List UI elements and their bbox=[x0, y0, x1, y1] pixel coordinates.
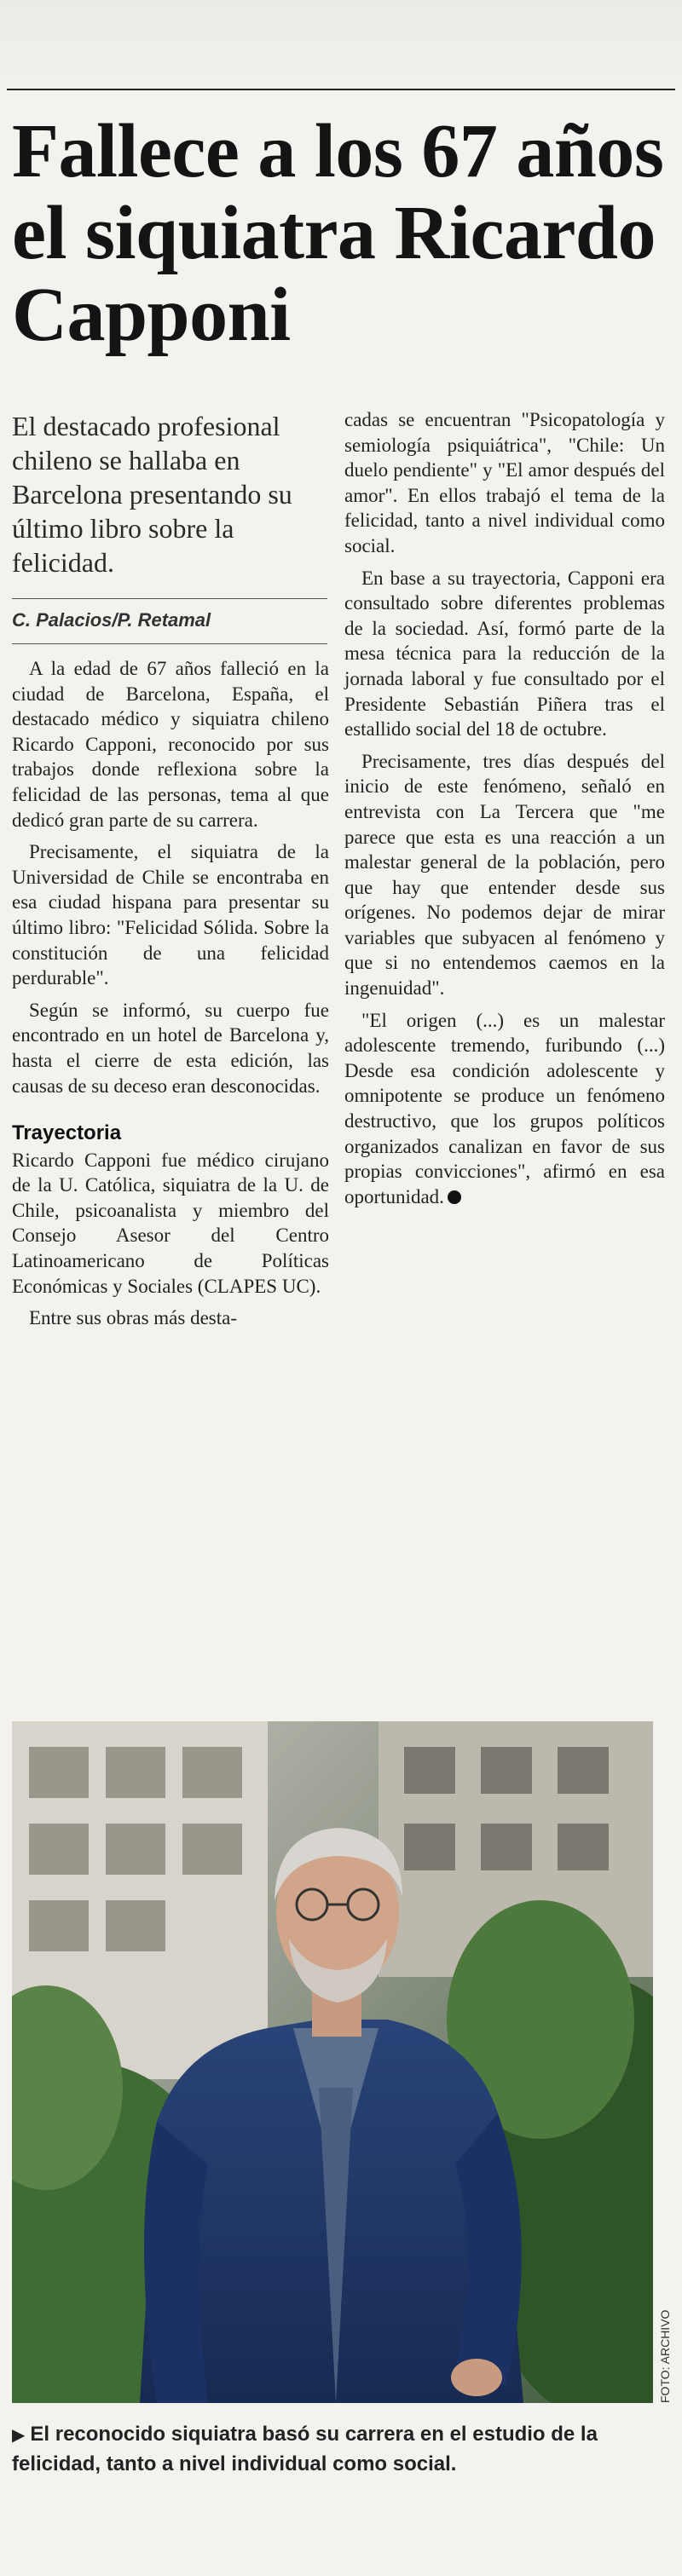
end-mark-icon bbox=[448, 1190, 461, 1204]
article-body-left-column bbox=[12, 656, 329, 1331]
byline-rule-bottom bbox=[12, 643, 327, 644]
byline-rule-top bbox=[12, 598, 327, 599]
article-byline: C. Palacios/P. Retamal bbox=[12, 609, 211, 631]
caption-text: El reconocido siquiatra basó su carrera en el estudio de la felicidad, tanto a nivel individual como social. bbox=[12, 2423, 598, 2475]
body-paragraph: cadas se encuentran "Psicopatología y semiología psiquiátrica", "Chile: Un duelo pendiente" y "El amor después del amor". En ellos trabajó el tema de la felicidad, tanto a nivel individual como social. bbox=[344, 409, 665, 556]
header-rule bbox=[7, 89, 675, 90]
body-paragraph: Según se informó, su cuerpo fue encontrado en un hotel de Barcelona y, hasta el cierre de esta edición, las causas de su deceso eran desconocidas. bbox=[12, 999, 329, 1097]
body-paragraph: Precisamente, tres días después del inicio de este fenómeno, señaló en entrevista con La Tercera que "me parece que esta es una reacción a un malestar general de la población, pero que hay que entender desde sus orígenes. No podemos dejar de mirar variables que subyacen al fenómeno y que si no entendemos caemos en la ingenuidad". bbox=[344, 750, 665, 1000]
body-paragraph: En base a su trayectoria, Capponi era consultado sobre diferentes problemas de la sociedad. Así, formó parte de la mesa técnica para la reducción de la jornada laboral y fue consultado por el Presidente Sebastián Piñera tras el estallido social del 18 de octubre. bbox=[344, 567, 665, 741]
article-photo bbox=[12, 1721, 653, 2403]
photo-caption bbox=[12, 2420, 668, 2479]
body-paragraph: Entre sus obras más desta- bbox=[29, 1307, 237, 1329]
body-paragraph: Precisamente, el siquiatra de la Universidad de Chile se encontraba en esa ciudad hispana para presentar su último libro: "Felicidad Sólida. Sobre la constitución de una felicidad perdurable". bbox=[12, 841, 329, 989]
article-lead: El destacado profesional chileno se hallaba en Barcelona presentando su último libro sobre la felicidad. bbox=[12, 411, 292, 578]
caption-arrow-icon: ▶ bbox=[12, 2426, 26, 2445]
page-header-strip bbox=[0, 0, 682, 89]
body-paragraph: A la edad de 67 años falleció en la ciudad de Barcelona, España, el destacado médico y siquiatra chileno Ricardo Capponi, reconocido por sus trabajos donde reflexiona sobre la felicidad de las personas, tema al que dedicó gran parte de su carrera. bbox=[12, 658, 329, 831]
body-paragraph-text: "El origen (...) es un malestar adolescente tremendo, furibundo (...) Desde esa condición adolescente y omnipotente se produce un fenómeno destructivo, que los grupos políticos organizados canalizan en favor de sus propias convicciones", afirmó en esa oportunidad. bbox=[344, 1009, 665, 1207]
section-subhead: Trayectoria bbox=[12, 1121, 122, 1145]
photo-credit: FOTO: ARCHIVO bbox=[658, 2309, 672, 2403]
article-body-right-column bbox=[344, 407, 665, 1209]
article-headline: Fallece a los 67 años el siquiatra Ricardo Capponi bbox=[12, 109, 664, 357]
body-paragraph: Ricardo Capponi fue médico cirujano de la U. Católica, siquiatra de la U. de Chile, psicoanalista y miembro del Consejo Asesor del Centro Latinoamericano de Políticas Económicas y Sociales (CLAPES UC). bbox=[12, 1149, 329, 1297]
portrait-photo-illustration bbox=[12, 1721, 653, 2403]
body-paragraph-last bbox=[344, 1008, 665, 1210]
